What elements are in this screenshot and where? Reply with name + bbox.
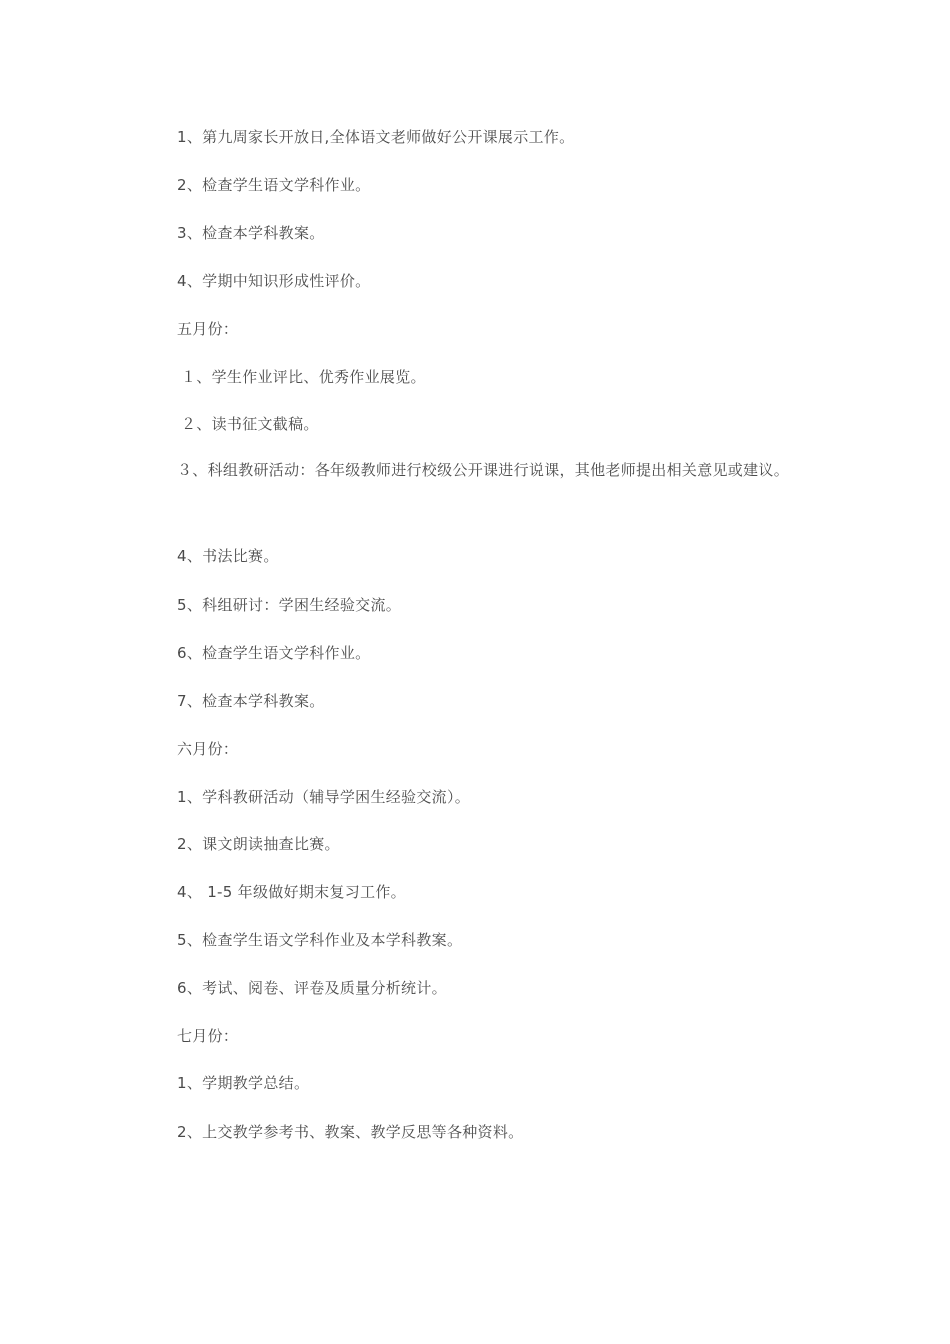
paragraph: 1、第九周家长开放日,全体语文老师做好公开课展示工作。	[177, 128, 575, 146]
paragraph: 6、检查学生语文学科作业。	[177, 644, 371, 662]
paragraph: 1、学期教学总结。	[177, 1074, 310, 1092]
section-heading-july: 七月份：	[177, 1027, 239, 1045]
section-heading-may: 五月份：	[177, 320, 239, 338]
paragraph: 5、检查学生语文学科作业及本学科教案。	[177, 931, 463, 949]
paragraph: 4、学期中知识形成性评价。	[177, 272, 371, 290]
paragraph: 5、科组研讨：学困生经验交流。	[177, 596, 402, 614]
paragraph: 2、上交教学参考书、教案、教学反思等各种资料。	[177, 1123, 524, 1141]
paragraph: 2、课文朗读抽查比赛。	[177, 835, 340, 853]
paragraph: 4、 1-5 年级做好期末复习工作。	[177, 883, 406, 901]
paragraph: 4、书法比赛。	[177, 547, 279, 565]
paragraph: ３、科组教研活动：各年级教师进行校级公开课进行说课，其他老师提出相关意见或建议。	[177, 461, 790, 479]
paragraph: １、学生作业评比、优秀作业展览。	[181, 368, 426, 386]
paragraph: 2、检查学生语文学科作业。	[177, 176, 371, 194]
paragraph: 7、检查本学科教案。	[177, 692, 325, 710]
paragraph: 3、检查本学科教案。	[177, 224, 325, 242]
paragraph: 6、考试、阅卷、评卷及质量分析统计。	[177, 979, 447, 997]
paragraph: 1、学科教研活动（辅导学困生经验交流）。	[177, 788, 471, 806]
section-heading-june: 六月份：	[177, 740, 239, 758]
paragraph: ２、读书征文截稿。	[181, 415, 319, 433]
